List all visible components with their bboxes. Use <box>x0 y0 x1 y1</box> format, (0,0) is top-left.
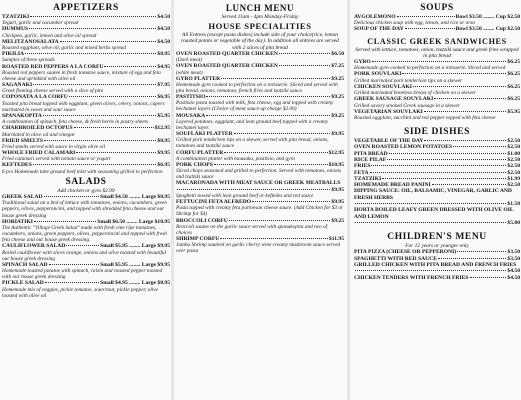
sides-list <box>354 138 520 226</box>
item-price: $11.95 <box>328 236 344 243</box>
item-price: $9.95 <box>157 150 170 157</box>
item-description: Roasted eggplant, olive oil, garlic and mixed herbs spread <box>2 45 126 52</box>
item-name: FRIES <box>354 163 371 170</box>
item-name: AVGOLEMONO <box>354 14 396 20</box>
item-price: $12.95 <box>154 125 170 132</box>
dot-leader <box>279 53 331 54</box>
dot-leader <box>229 220 331 221</box>
item-price: $4.95 <box>157 63 170 70</box>
dot-leader <box>372 61 507 62</box>
item-description: Homemade mix of veggies, pickle tomatoe, sourcrout, pickle pepper, olive toasted with olive oil <box>2 286 158 299</box>
item-price: $3.50 <box>507 255 520 262</box>
dot-leader <box>434 98 506 99</box>
item-name: PITA BREAD <box>354 150 388 157</box>
page-fold <box>171 0 174 400</box>
item-name: WHOLE FRIED CALAMARI <box>2 150 76 157</box>
item-name: MACARONADA WITH MEAT SAUCE OR GREEK MEATBALLS <box>176 180 341 187</box>
item-description: (white meat) <box>176 69 203 76</box>
soups-heading: SOUPS <box>420 3 454 13</box>
dot-leader <box>405 28 455 29</box>
item-price: Small $4.95 ........ Large $8.95 <box>100 280 170 287</box>
item-price: $9.95 <box>331 131 344 138</box>
item-description: Homemade gyro cooked to perfection on a rotisserie. Sliced and served with pita bread, onions, tomatoes, french fries and tzatziki sauce. <box>176 81 338 94</box>
menu-item-row <box>354 207 520 226</box>
item-price: $7.25 <box>331 63 344 70</box>
item-name: PICKLE SALAD <box>2 280 44 287</box>
dot-leader <box>355 203 506 204</box>
item-description: Grilled marinated boneless breast of chicken on a skewer <box>354 90 476 97</box>
item-price: $9.25 <box>331 75 344 82</box>
item-name: SAGANAKI <box>2 82 33 89</box>
lunch-hours: Served 11am - 4pm Monday-Friday <box>221 14 299 20</box>
item-price: $3.50 <box>507 249 520 256</box>
item-description: Roasted eggplant, zucchini and red pepper topped with feta cheese <box>354 114 496 121</box>
salads-subtitle: Add chicken or gyro $2.99 <box>57 187 115 194</box>
item-name: OVEN ROASTED LEMON POTATOES <box>354 144 453 151</box>
item-price: $2.50 <box>507 144 520 151</box>
item-description: Delicious chicken soup with egg, lemon, and rice or orzo <box>354 20 476 27</box>
item-price: $5.00 <box>507 219 520 226</box>
item-name: BROCCOLI CORFU <box>176 217 228 224</box>
item-name: PORK CHOPS <box>176 161 213 168</box>
item-name: COPONATA A LA CORFU <box>2 94 68 101</box>
item-description: Samples of three spreads <box>2 57 55 64</box>
dot-leader <box>424 111 507 112</box>
item-description: Grilled marinated pork tenderloin tips on a skewer <box>354 77 463 84</box>
item-description: 6 pcs Homemade tube ground beef mixt with seasoning grilled to perfection <box>2 168 163 175</box>
item-description: Grilled pork tenderloin tips on a skewer, served with pita bread, onions, tomatoes and tzatziki sauce <box>176 137 329 150</box>
item-description: Homemade toasted potatoe with spinach, raisin and roasted pepper toasted with our house greek dressing <box>2 268 163 281</box>
salads-heading: SALADS <box>65 176 107 187</box>
item-description: Pasta topped with creamy feta parmesan cheese sauce. (Add Chicken for $3 or Shrimp for $4) <box>176 205 344 218</box>
dot-leader <box>206 115 330 116</box>
soups-list <box>354 14 520 33</box>
dot-leader <box>25 53 156 54</box>
dot-leader <box>45 282 99 283</box>
item-name: PASTITSIO <box>176 94 206 101</box>
dot-leader <box>76 152 156 153</box>
item-price: $7.95 <box>157 82 170 89</box>
item-description: Roasted red peppers sautee in fresh tomatoe sauce, mixture of egg and feta cheese and sprinkled with olive oil <box>2 69 161 82</box>
dot-leader <box>355 222 506 223</box>
sandwiches-heading: CLASSIC GREEK SANDWICHES <box>367 36 507 46</box>
item-name: CORFU PLATTER <box>176 149 224 156</box>
item-price: $2.50 <box>507 169 520 176</box>
item-price: Bowl $3.50 ........ Cup $2.50 <box>455 14 520 20</box>
dot-leader <box>234 133 331 134</box>
dot-leader <box>214 164 328 165</box>
item-description: Fried calamari served with tomato sauce or yogurt <box>2 156 111 163</box>
item-price: $4.50 <box>157 14 170 20</box>
item-price: $6.25 <box>507 83 520 90</box>
dot-leader <box>402 73 506 74</box>
children-heading: CHILDREN'S MENU <box>387 232 487 243</box>
children-list <box>354 249 520 280</box>
item-name: VEGETABLE OF THE DAY <box>354 138 424 145</box>
item-price: $8.95 <box>157 137 170 144</box>
item-name: PITA PIZZA (CHEESE OR PEPPERONI) <box>354 249 457 256</box>
page-fold <box>347 0 350 400</box>
item-name: VEGETARIAN SOUVLAKI <box>354 108 423 115</box>
dot-leader <box>34 221 96 222</box>
column-right <box>354 0 520 281</box>
item-price: Small $6.50 ........ Large $10.95 <box>97 218 170 225</box>
item-name: OVEN ROASTED QUARTER CHICKEN <box>176 63 278 70</box>
item-description: (Dark meat) <box>176 57 203 64</box>
item-name: CAULIFLOWER SALAD <box>2 243 66 250</box>
dot-leader <box>224 152 327 153</box>
item-name: SHRIMP CORFU <box>176 236 220 243</box>
item-description: Boiled cauliflower with slices orange, onions and olive toasted with beautiful our house greek dressing <box>2 249 167 262</box>
item-price: $9.25 <box>331 217 344 224</box>
item-description: Traditional salad on a bed of lettuce with tomatoes, onions, cucumbers, green peppers, olives, pepperoncini, and topped with shredded feta cheese and our house greek dressing <box>2 200 167 219</box>
item-name: FETA <box>354 169 369 176</box>
item-description: A combination platter with mousaka, pastitsio, and gyro <box>176 155 296 162</box>
menu-item-row <box>354 262 520 275</box>
item-price: $6.50 <box>331 50 344 57</box>
dot-leader <box>355 270 506 271</box>
dot-leader <box>74 127 154 128</box>
item-price: $2.50 <box>507 138 520 145</box>
item-description: Fried smelts served with sauce in virgin olive oil <box>2 144 106 150</box>
dot-leader <box>252 201 330 202</box>
dot-leader <box>30 16 156 17</box>
item-description: Chickpea, garlic, lemon and olive oil spread <box>2 32 97 39</box>
dot-leader <box>279 65 331 66</box>
item-price: $5.95 <box>507 108 520 115</box>
dot-leader <box>33 84 156 85</box>
item-price: $4.50 <box>507 274 520 281</box>
item-description: The Authentic "Village Greek Salad" made with fresh vine ripe tomatoes, cucumbers, onions, green peppers, olives, pepperoncini and topped with fresh feta cheese and our house greek dressing. <box>2 224 167 244</box>
dot-leader <box>206 96 330 97</box>
item-description: Layered potatoes, eggplant, and lean ground beef topped with a creamy bechamel layer. <box>176 118 329 131</box>
item-description: Sliced chops seasoned and grilled to perfection. Served with tomatoes, onions and tzatziki sauce <box>176 168 342 181</box>
item-name: HUMMUS <box>2 26 29 33</box>
item-description: Toasted pita bread topped with eggplant, green olives, celery, onions, capers marinated in sweet and sour sauce <box>2 100 165 113</box>
item-price: Small $5.95 ........ Large $9.95 <box>100 243 170 250</box>
dot-leader <box>69 96 157 97</box>
item-name: RICE PILAF <box>354 156 387 163</box>
lunch-list <box>176 51 344 255</box>
dot-leader <box>220 238 328 239</box>
dot-leader <box>397 16 455 17</box>
item-description: Spaghetti tossed with lean ground beef or keftedes and red sauce <box>176 193 314 199</box>
item-name: HORIATIKI <box>2 218 33 225</box>
item-name: GYRO <box>354 59 371 66</box>
item-description: A combination of spinach, feta cheese, & fresh herbs in pastry sheets <box>2 119 149 126</box>
item-price: Small $5.95 ........ Large $9.95 <box>100 261 170 268</box>
item-name: GRILLED CHICKEN WITH PITA BREAD AND FRENCH FRIES <box>354 262 517 268</box>
dot-leader <box>382 178 506 179</box>
dot-leader <box>44 140 156 141</box>
item-price: Small $4.50 ........ Large $8.95 <box>100 194 170 201</box>
item-price: $4.50 <box>157 38 170 45</box>
dot-leader <box>432 184 507 185</box>
dot-leader <box>49 264 100 265</box>
sides-heading: SIDE DISHES <box>403 127 470 138</box>
item-price: $6.25 <box>507 71 520 78</box>
item-name: SPINACH SALAD <box>2 261 48 268</box>
item-price: $2.50 <box>507 163 520 170</box>
item-name: PORK SOUVLAKI <box>354 71 402 78</box>
lunch-heading: LUNCH MENU <box>225 3 295 13</box>
item-name: PIKILIA <box>2 51 25 58</box>
item-price: $6.25 <box>507 59 520 66</box>
sandwiches-subtitle: Served with lettuce, tomatoes, onion, tzatziki sauce and greek fries wrapped in pita bread <box>355 46 519 59</box>
dot-leader <box>457 251 506 252</box>
item-price: $9.95 <box>331 186 344 193</box>
item-description: Greek flaming cheese served with a slice of pita <box>2 88 104 95</box>
dot-leader <box>29 28 156 29</box>
item-name: ROASTED RED PEPPERS A LA CORFU <box>2 63 104 70</box>
item-name: TZATZIKI <box>354 175 382 182</box>
item-name: SPAGHETTI WITH RED SAUCE <box>354 255 437 262</box>
item-price: $2.50 <box>507 182 520 189</box>
dot-leader <box>44 196 100 197</box>
item-name: GREEK SAUSAGE SOUVLAKI <box>354 96 434 103</box>
house-specialities-heading: HOUSE SPECIALITIES <box>208 21 312 32</box>
item-name: GYRO PLATTER <box>176 75 221 82</box>
item-name: MOUSAKA <box>176 112 206 119</box>
item-description: Homemade gyro cooked to perfection on a rotisserie. Sliced and served <box>354 65 506 72</box>
dot-leader <box>43 115 157 116</box>
item-price: $9.25 <box>331 94 344 101</box>
dot-leader <box>438 258 506 259</box>
column-left <box>2 0 170 299</box>
item-price: $9.25 <box>331 112 344 119</box>
item-description: Marinated in olive oil and vinegar <box>2 131 76 138</box>
item-price: $2.50 <box>507 156 520 163</box>
salads-list <box>2 194 170 299</box>
dot-leader <box>387 159 506 160</box>
menu-item-row <box>176 180 344 193</box>
dot-leader <box>413 86 506 87</box>
dot-leader <box>470 277 507 278</box>
item-price: $4.50 <box>157 26 170 33</box>
item-description: Jumbo Shrimp sautéed on garlic cherry wine creamy mushroom sauce served over pasta <box>176 242 341 255</box>
item-name: FRIED SMELTS <box>2 137 43 144</box>
menu-item-row <box>354 275 520 281</box>
column-middle <box>176 0 344 255</box>
item-name: HOMEMADE BREAD PANINI <box>354 182 431 189</box>
dot-leader <box>371 165 506 166</box>
item-price: $12.95 <box>328 149 344 156</box>
appetizers-heading: APPETIZERS <box>53 3 119 13</box>
item-price: $1.00 <box>507 150 520 157</box>
item-price: $8.95 <box>157 51 170 58</box>
dot-leader <box>177 189 330 190</box>
item-description: Broccoli sautee on the garlic sauce served with spanakopita and two of choices <box>176 223 328 236</box>
item-price: $6.95 <box>157 162 170 169</box>
item-name: SPANAKOPITA <box>2 112 42 119</box>
item-name: MELITZANOSALATA <box>2 38 59 45</box>
dot-leader <box>60 41 157 42</box>
item-price: Bowl $3.50 ........ Cup $2.50 <box>455 26 520 33</box>
item-name: GREEK SALAD <box>2 194 43 201</box>
item-description: Pastitsio pasta toasted with milk, feta cheese, egg and topped with creamy bechamel layers (Choice of meat sauce up charge $2.00) <box>176 100 334 113</box>
item-name: CHICKEN TENDERS WITH FRENCH FRIES <box>354 274 469 281</box>
item-price: $1.50 <box>507 201 520 208</box>
item-price: $9.95 <box>331 199 344 206</box>
item-price: $1.99 <box>507 175 520 182</box>
item-name: FETTUCINI FETA ALFREDO <box>176 199 252 206</box>
dot-leader <box>66 245 99 246</box>
sandwiches-list <box>354 59 520 121</box>
item-description: Yogurt, garlic and cucumber spread <box>2 20 79 27</box>
dot-leader <box>453 146 506 147</box>
item-price: $6.25 <box>507 96 520 103</box>
appetizers-list <box>2 14 170 175</box>
item-name: CHARBROILED OCTOPUS <box>2 125 73 132</box>
item-name: TZATZIKI <box>2 14 30 20</box>
item-name: HORTA BOILED LEAFY GREEN DRESSED WITH OLIVE OIL AND LEMON <box>354 207 514 220</box>
item-description: Grilled savory smoked Greek sausage in a skewer <box>354 102 460 109</box>
dot-leader <box>33 164 157 165</box>
menu-item-row <box>354 188 520 207</box>
dot-leader <box>424 140 506 141</box>
children-subtitle: For 12 years or younger only <box>405 243 469 250</box>
item-name: OVEN ROASTED QUARTER CHICKEN <box>176 50 278 57</box>
item-name: SOUFLÁKI PLATTER <box>176 131 233 138</box>
item-price: $4.50 <box>507 268 520 275</box>
menu-item-row <box>354 26 520 32</box>
item-name: KEFTEDES <box>2 162 32 169</box>
item-price: $5.95 <box>157 112 170 119</box>
dot-leader <box>389 153 507 154</box>
item-name: SOUP OF THE DAY <box>354 26 404 33</box>
dot-leader <box>104 66 156 67</box>
lunch-note: All Entrees (except pasta dishes) include side of your choice(rice, lemon roasted potato or vegetable of the day). In addition all entrees are served with 2 slices of pita bread <box>181 32 339 51</box>
dot-leader <box>370 172 507 173</box>
item-name: CHICKEN SOUVLAKI <box>354 83 412 90</box>
item-price: $10.95 <box>328 161 344 168</box>
item-price: $6.95 <box>157 94 170 101</box>
dot-leader <box>221 78 330 79</box>
item-name: DIPPING SAUCE: OIL, BALSAMIC, VINEGAR, GARLIC AND FRESH HERBS <box>354 188 512 201</box>
